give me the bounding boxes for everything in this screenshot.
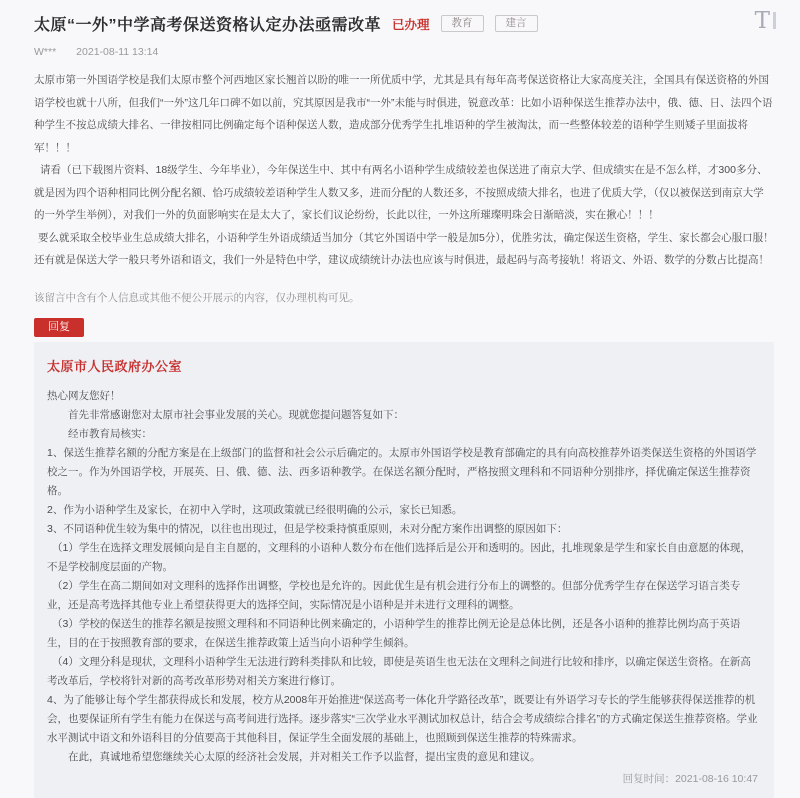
reply-closing: 在此，真诚地希望您继续关心太原的经济社会发展，并对相关工作予以监督，提出宝贵的意见和建议。 bbox=[68, 750, 541, 763]
reply-greeting: 热心网友您好！ bbox=[47, 389, 121, 402]
tag-suggestion[interactable]: 建言 bbox=[495, 15, 538, 32]
reply-office-name: 太原市人民政府办公室 bbox=[47, 358, 183, 374]
reply-item: 2、作为小语种学生及家长，在初中入学时，这项政策就已经很明确的公示，家长已知悉。 bbox=[47, 503, 463, 516]
reply-timestamp bbox=[47, 771, 758, 786]
post-meta bbox=[34, 46, 774, 58]
reply-body bbox=[47, 387, 758, 767]
reply-subitem: （4）文理分科是现状，文理科小语种学生无法进行跨科类排队和比较，即使是英语生也无法在文理科之间进行比较和排序，以确定保送生资格。在新高考改革后，学校将针对新的高考改革形势对相关方案进行修订。 bbox=[47, 655, 751, 687]
status-badge: 已办理 bbox=[392, 17, 430, 32]
official-reply-panel bbox=[34, 342, 774, 798]
post-paragraph: 请看（已下载图片资料、18级学生、今年毕业），今年保送生中、其中有两名小语种学生成绩较差也保送进了南京大学、但成绩实在是不怎么样，才300多分、就是因为四个语种相同比例分配名额、恰巧成绩较差语种学生人数又多，进而分配的人数还多，不按照成绩大排名，也进了优质大学，（仅以被保送到南京大学的一外学生举例），对我们一外的负面影响实在是太大了，家长们议论纷纷，长此以往，一外这所璀璨明珠会日渐暗淡，实在揪心！！！ bbox=[34, 164, 768, 221]
privacy-note: 该留言中含有个人信息或其他不便公开展示的内容，仅办理机构可见。 bbox=[34, 291, 360, 304]
reply-button[interactable]: 回复 bbox=[34, 318, 84, 337]
author-name: W*** bbox=[34, 46, 57, 58]
watermark-letter: T bbox=[754, 8, 770, 34]
reply-verify-line: 经市教育局核实： bbox=[68, 427, 152, 440]
reply-item: 3、不同语种优生较为集中的情况，以往也出现过，但是学校秉持慎重原则，未对分配方案作出调整的原因如下： bbox=[47, 522, 568, 535]
post-header bbox=[34, 12, 774, 35]
reply-time-value: 2021-08-16 10:47 bbox=[675, 772, 758, 785]
post-paragraph: 要么就采取全校毕业生总成绩大排名，小语种学生外语成绩适当加分（其它外国语中学一般是加5分），优胜劣汰，确定保送生资格，学生、家长都会心服口服！ bbox=[38, 231, 774, 244]
watermark-bar bbox=[773, 12, 776, 29]
post-timestamp: 2021-08-11 13:14 bbox=[76, 46, 159, 58]
reply-intro: 首先非常感谢您对太原市社会事业发展的关心。现就您提问题答复如下： bbox=[68, 408, 404, 421]
reply-time-label: 回复时间： bbox=[622, 772, 676, 785]
reply-item: 4、为了能够让每个学生都获得成长和发展，校方从2008年开始推进“保送高考一体化升学路径改革”，既要让有外语学习专长的学生能够获得保送推荐的机会，也要保证所有学生有能力在保送与高考间进行选择。逐步落实“三次学业水平测试加权总计，结合会考成绩综合排名”的方式确定保送生推荐资格。学业水平测试中语文和外语科目的分值要高于其他科目，保证学生全面发展的基础上，也照顾到保送生推荐的特殊需求。 bbox=[47, 693, 758, 744]
reply-subitem: （2）学生在高二期间如对文理科的选择作出调整，学校也是允许的。因此优生是有机会进行分布上的调整的。但部分优秀学生存在保送学习语言类专业，还是高考选择其他专业上希望获得更大的选择空间，实际情况是小语种是并未进行文理科的调整。 bbox=[47, 579, 741, 611]
reply-subitem: （1）学生在选择文理发展倾向是自主自愿的，文理科的小语种人数分布在他们选择后是公开和透明的。因此，扎堆现象是学生和家长自由意愿的体现，不是学校制度层面的产物。 bbox=[47, 541, 751, 573]
post-body bbox=[34, 69, 774, 272]
reply-item: 1、保送生推荐名额的分配方案是在上级部门的监督和社会公示后确定的。太原市外国语学校是教育部确定的具有向高校推荐外语类保送生资格的外国语学校之一。作为外国语学校，开展英、日、俄、德、法、西多语种教学。在保送名额分配时，严格按照文理科和不同语种分别排序，择优确定保送生推荐资格。 bbox=[47, 446, 757, 497]
post-paragraph: 太原市第一外国语学校是我们太原市整个河西地区家长翘首以盼的唯一一所优质中学，尤其是具有每年高考保送资格让大家高度关注，全国具有保送资格的外国语学校也就十八所，但我们“一外”这几年口碑不如以前，究其原因是我市“一外”未能与时俱进，锐意改革：比如小语种保送生推荐办法中，俄、德、日、法四个语种学生不按总成绩大排名、一律按相同比例确定每个语种保送人数，造成部分优秀学生扎堆语种的学生被淘汰，而一些整体较差的语种学生则矮子里面拔将军！！！ bbox=[34, 74, 773, 154]
post-title: 太原“一外”中学高考保送资格认定办法亟需改革 bbox=[34, 17, 382, 34]
post-paragraph: 还有就是保送大学一般只考外语和语文，我们一外是特色中学，建议成绩统计办法也应该与时俱进，最起码与高考接轨！将语文、外语、数学的分数占比提高！ bbox=[34, 254, 769, 266]
site-watermark-logo bbox=[755, 8, 776, 34]
reply-subitem: （3）学校的保送生的推荐名额是按照文理科和不同语种比例来确定的，小语种学生的推荐比例无论是总体比例，还是各小语种的推荐比例均高于英语生，目的在于按照教育部的要求，在保送生推荐政策上适当向小语种学生倾斜。 bbox=[47, 617, 741, 649]
tag-education[interactable]: 教育 bbox=[441, 15, 484, 32]
